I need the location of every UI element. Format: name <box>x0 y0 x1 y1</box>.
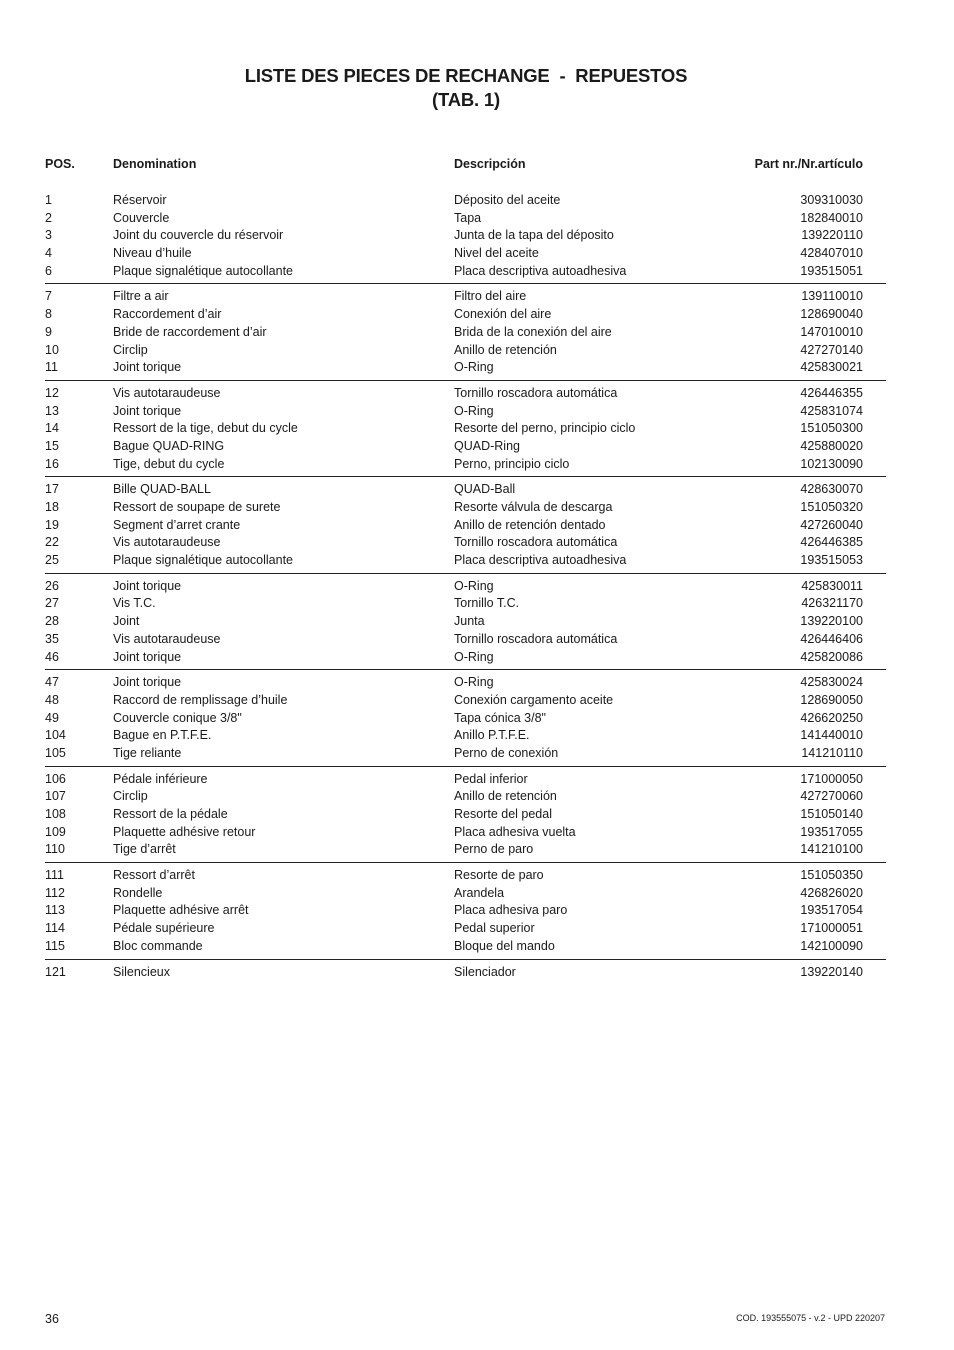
table-row <box>45 499 886 517</box>
table-row <box>45 841 886 859</box>
cell-pos: 111 <box>45 868 65 883</box>
cell-part-number: 428630070 <box>800 482 863 497</box>
cell-descripcion: Perno, principio ciclo <box>454 456 570 471</box>
cell-part-number: 426826020 <box>800 885 863 900</box>
cell-part-number: 425830011 <box>801 578 863 593</box>
cell-denomination: Bague en P.T.F.E. <box>113 728 212 743</box>
cell-denomination: Joint torique <box>113 675 182 690</box>
header-pos: POS. <box>45 157 75 171</box>
cell-pos: 11 <box>45 360 58 375</box>
cell-pos: 10 <box>45 342 59 357</box>
table-row <box>45 727 886 745</box>
cell-denomination: Joint <box>113 614 140 629</box>
cell-pos: 2 <box>45 210 52 225</box>
cell-denomination: Bague QUAD-RING <box>113 438 225 453</box>
parts-group <box>45 964 886 985</box>
cell-pos: 3 <box>45 228 52 243</box>
cell-part-number: 426446385 <box>800 535 863 550</box>
table-row <box>45 964 886 982</box>
cell-pos: 46 <box>45 649 59 664</box>
title-line-1: LISTE DES PIECES DE RECHANGE - REPUESTOS <box>244 65 688 86</box>
table-row <box>45 534 886 552</box>
table-row <box>45 649 886 667</box>
table-row <box>45 438 886 456</box>
cell-descripcion: Resorte de paro <box>454 868 544 883</box>
cell-part-number: 151050350 <box>800 868 863 883</box>
cell-part-number: 425830024 <box>800 675 863 690</box>
cell-denomination: Ressort de la pédale <box>113 807 228 821</box>
cell-part-number: 426446406 <box>800 631 863 646</box>
parts-table <box>45 192 886 988</box>
table-row <box>45 806 886 824</box>
cell-descripcion: O-Ring <box>454 360 494 375</box>
table-row <box>45 306 886 324</box>
table-row <box>45 210 886 228</box>
header-descripcion: Descripción <box>454 157 526 171</box>
table-row <box>45 456 886 474</box>
cell-descripcion: Brida de la conexión del aire <box>454 324 612 339</box>
cell-denomination: Réservoir <box>113 193 167 207</box>
cell-part-number: 102130090 <box>800 456 863 471</box>
cell-part-number: 171000050 <box>800 771 863 786</box>
cell-descripcion: Placa descriptiva autoadhesiva <box>454 263 627 278</box>
cell-part-number: 139220110 <box>801 228 863 243</box>
cell-part-number: 193515053 <box>800 553 863 568</box>
cell-denomination: Vis autotaraudeuse <box>113 535 221 550</box>
cell-descripcion: QUAD-Ring <box>454 438 520 453</box>
cell-part-number: 142100090 <box>800 938 863 953</box>
cell-pos: 49 <box>45 710 59 725</box>
cell-descripcion: Anillo de retención dentado <box>454 517 606 532</box>
table-row <box>45 385 886 403</box>
table-row <box>45 745 886 763</box>
cell-descripcion: O-Ring <box>454 675 494 690</box>
cell-denomination: Circlip <box>113 342 148 357</box>
cell-pos: 17 <box>45 482 59 497</box>
cell-part-number: 425880020 <box>800 438 863 453</box>
cell-pos: 16 <box>45 456 59 471</box>
cell-part-number: 147010010 <box>800 324 863 339</box>
cell-pos: 108 <box>45 807 66 821</box>
cell-denomination: Raccordement d’air <box>113 307 222 322</box>
parts-group <box>45 867 886 959</box>
table-row <box>45 938 886 956</box>
cell-denomination: Vis T.C. <box>113 596 156 611</box>
cell-part-number: 128690040 <box>800 307 863 322</box>
cell-part-number: 151050300 <box>800 421 863 436</box>
cell-pos: 109 <box>45 824 66 839</box>
cell-descripcion: Perno de paro <box>454 842 534 857</box>
parts-group <box>45 481 886 573</box>
table-row <box>45 578 886 596</box>
cell-part-number: 141210110 <box>801 745 863 760</box>
cell-descripcion: Conexión cargamento aceite <box>454 692 614 707</box>
cell-descripcion: Resorte del perno, principio ciclo <box>454 421 636 436</box>
cell-pos: 104 <box>45 728 66 743</box>
cell-part-number: 193517054 <box>800 903 863 918</box>
parts-group <box>45 674 886 766</box>
cell-part-number: 426620250 <box>800 710 863 725</box>
cell-pos: 47 <box>45 675 59 690</box>
cell-pos: 26 <box>45 578 59 593</box>
cell-denomination: Plaquette adhésive retour <box>113 824 256 839</box>
parts-group <box>45 288 886 380</box>
cell-denomination: Filtre a air <box>113 289 169 304</box>
header-part-number: Part nr./Nr.artículo <box>754 157 863 171</box>
cell-denomination: Silencieux <box>113 964 170 979</box>
cell-pos: 9 <box>45 324 52 339</box>
cell-part-number: 128690050 <box>800 692 863 707</box>
cell-descripcion: Tapa cónica 3/8" <box>454 710 546 725</box>
table-header <box>45 157 863 175</box>
cell-pos: 15 <box>45 438 59 453</box>
cell-denomination: Bride de raccordement d’air <box>113 324 267 339</box>
cell-part-number: 139220140 <box>800 964 863 979</box>
cell-part-number: 141210100 <box>800 842 863 857</box>
cell-descripcion: Resorte del pedal <box>454 807 552 821</box>
cell-part-number: 426321170 <box>801 596 863 611</box>
cell-pos: 28 <box>45 614 59 629</box>
table-row <box>45 595 886 613</box>
table-row <box>45 710 886 728</box>
cell-pos: 8 <box>45 307 52 322</box>
cell-descripcion: Filtro del aire <box>454 289 527 304</box>
cell-descripcion: Placa descriptiva autoadhesiva <box>454 553 627 568</box>
cell-denomination: Joint du couvercle du réservoir <box>113 228 284 243</box>
cell-part-number: 182840010 <box>800 210 863 225</box>
cell-pos: 6 <box>45 263 52 278</box>
cell-pos: 112 <box>45 885 65 900</box>
cell-part-number: 193517055 <box>800 824 863 839</box>
cell-descripcion: Arandela <box>454 885 505 900</box>
cell-part-number: 193515051 <box>800 263 863 278</box>
table-row <box>45 674 886 692</box>
cell-pos: 1 <box>45 193 52 207</box>
cell-descripcion: O-Ring <box>454 649 494 664</box>
cell-part-number: 427270140 <box>800 342 863 357</box>
cell-denomination: Ressort de la tige, debut du cycle <box>113 421 298 436</box>
cell-descripcion: O-Ring <box>454 403 494 418</box>
cell-denomination: Joint torique <box>113 360 182 375</box>
cell-descripcion: O-Ring <box>454 578 494 593</box>
cell-pos: 114 <box>45 921 65 936</box>
table-row <box>45 824 886 842</box>
cell-pos: 121 <box>45 964 66 979</box>
cell-part-number: 151050320 <box>800 500 863 514</box>
cell-descripcion: Silenciador <box>454 964 516 979</box>
header-denomination: Denomination <box>113 157 197 171</box>
table-row <box>45 788 886 806</box>
cell-denomination: Tige d’arrêt <box>113 842 176 857</box>
parts-group <box>45 578 886 670</box>
cell-pos: 12 <box>45 385 59 400</box>
table-row <box>45 324 886 342</box>
cell-pos: 19 <box>45 517 59 532</box>
cell-denomination: Plaque signalétique autocollante <box>113 263 293 278</box>
cell-descripcion: Tornillo roscadora automática <box>454 631 618 646</box>
cell-denomination: Couvercle conique 3/8" <box>113 710 242 725</box>
cell-pos: 14 <box>45 421 59 436</box>
cell-descripcion: Perno de conexión <box>454 745 559 760</box>
cell-denomination: Pédale supérieure <box>113 921 215 936</box>
cell-descripcion: Junta <box>454 614 485 629</box>
cell-part-number: 426446355 <box>800 385 863 400</box>
table-row <box>45 342 886 360</box>
cell-part-number: 309310030 <box>800 193 863 207</box>
cell-pos: 105 <box>45 745 66 760</box>
table-row <box>45 517 886 535</box>
cell-descripcion: Déposito del aceite <box>454 193 561 207</box>
cell-descripcion: Bloque del mando <box>454 938 555 953</box>
cell-denomination: Raccord de remplissage d’huile <box>113 692 288 707</box>
table-row <box>45 771 886 789</box>
cell-pos: 48 <box>45 692 59 707</box>
table-row <box>45 631 886 649</box>
cell-pos: 18 <box>45 500 59 514</box>
cell-denomination: Tige reliante <box>113 745 182 760</box>
cell-pos: 22 <box>45 535 59 550</box>
cell-denomination: Vis autotaraudeuse <box>113 385 221 400</box>
cell-denomination: Plaquette adhésive arrêt <box>113 903 249 918</box>
cell-denomination: Rondelle <box>113 885 163 900</box>
cell-part-number: 425830021 <box>800 360 863 375</box>
cell-descripcion: Junta de la tapa del déposito <box>454 228 614 243</box>
parts-group <box>45 192 886 284</box>
cell-descripcion: Tornillo roscadora automática <box>454 535 618 550</box>
cell-pos: 27 <box>45 596 59 611</box>
cell-denomination: Vis autotaraudeuse <box>113 631 221 646</box>
table-row <box>45 403 886 421</box>
table-row <box>45 420 886 438</box>
cell-descripcion: Anillo de retención <box>454 342 557 357</box>
cell-denomination: Ressort d’arrêt <box>113 868 195 883</box>
cell-descripcion: Pedal inferior <box>454 771 528 786</box>
cell-descripcion: Placa adhesiva vuelta <box>454 824 576 839</box>
cell-part-number: 427270060 <box>800 789 863 804</box>
table-row <box>45 692 886 710</box>
cell-part-number: 141440010 <box>800 728 863 743</box>
cell-denomination: Niveau d’huile <box>113 246 192 261</box>
cell-denomination: Plaque signalétique autocollante <box>113 553 293 568</box>
cell-descripcion: Anillo P.T.F.E. <box>454 728 530 743</box>
table-row <box>45 867 886 885</box>
document-code: COD. 193555075 - v.2 - UPD 220207 <box>736 1313 885 1323</box>
table-row <box>45 885 886 903</box>
cell-descripcion: Tornillo roscadora automática <box>454 385 618 400</box>
cell-pos: 113 <box>45 903 65 918</box>
cell-part-number: 428407010 <box>800 246 863 261</box>
cell-descripcion: Tapa <box>454 210 482 225</box>
table-row <box>45 263 886 281</box>
table-row <box>45 613 886 631</box>
cell-part-number: 139220100 <box>800 614 863 629</box>
table-row <box>45 192 886 210</box>
cell-pos: 115 <box>45 938 65 953</box>
cell-pos: 4 <box>45 246 52 261</box>
cell-descripcion: Conexión del aire <box>454 307 552 322</box>
cell-denomination: Ressort de soupape de surete <box>113 500 281 514</box>
cell-descripcion: Tornillo T.C. <box>454 596 520 611</box>
cell-denomination: Bille QUAD-BALL <box>113 482 211 497</box>
table-row <box>45 481 886 499</box>
cell-pos: 25 <box>45 553 59 568</box>
cell-pos: 13 <box>45 403 59 418</box>
cell-denomination: Segment d’arret crante <box>113 517 241 532</box>
cell-part-number: 425820086 <box>800 649 863 664</box>
cell-part-number: 139110010 <box>801 289 863 304</box>
table-row <box>45 288 886 306</box>
table-row <box>45 227 886 245</box>
cell-descripcion: QUAD-Ball <box>454 482 516 497</box>
cell-pos: 107 <box>45 789 66 804</box>
page-title <box>0 64 932 112</box>
cell-denomination: Joint torique <box>113 578 182 593</box>
cell-part-number: 151050140 <box>800 807 863 821</box>
title-line-2: (TAB. 1) <box>432 89 500 110</box>
cell-pos: 110 <box>45 842 65 857</box>
cell-descripcion: Nivel del aceite <box>454 246 539 261</box>
cell-pos: 7 <box>45 289 52 304</box>
parts-group <box>45 385 886 477</box>
cell-denomination: Joint torique <box>113 649 182 664</box>
table-row <box>45 552 886 570</box>
cell-pos: 35 <box>45 631 59 646</box>
table-row <box>45 902 886 920</box>
table-row <box>45 920 886 938</box>
cell-descripcion: Resorte válvula de descarga <box>454 500 613 514</box>
cell-denomination: Joint torique <box>113 403 182 418</box>
table-row <box>45 245 886 263</box>
cell-part-number: 171000051 <box>800 921 863 936</box>
cell-denomination: Bloc commande <box>113 938 203 953</box>
cell-descripcion: Placa adhesiva paro <box>454 903 568 918</box>
cell-part-number: 425831074 <box>800 403 863 418</box>
cell-descripcion: Anillo de retención <box>454 789 557 804</box>
cell-denomination: Circlip <box>113 789 148 804</box>
cell-denomination: Tige, debut du cycle <box>113 456 225 471</box>
page-number: 36 <box>45 1312 59 1326</box>
cell-denomination: Couvercle <box>113 210 170 225</box>
table-row <box>45 359 886 377</box>
cell-part-number: 427260040 <box>800 517 863 532</box>
cell-pos: 106 <box>45 771 66 786</box>
parts-group <box>45 771 886 863</box>
cell-descripcion: Pedal superior <box>454 921 535 936</box>
cell-denomination: Pédale inférieure <box>113 771 208 786</box>
